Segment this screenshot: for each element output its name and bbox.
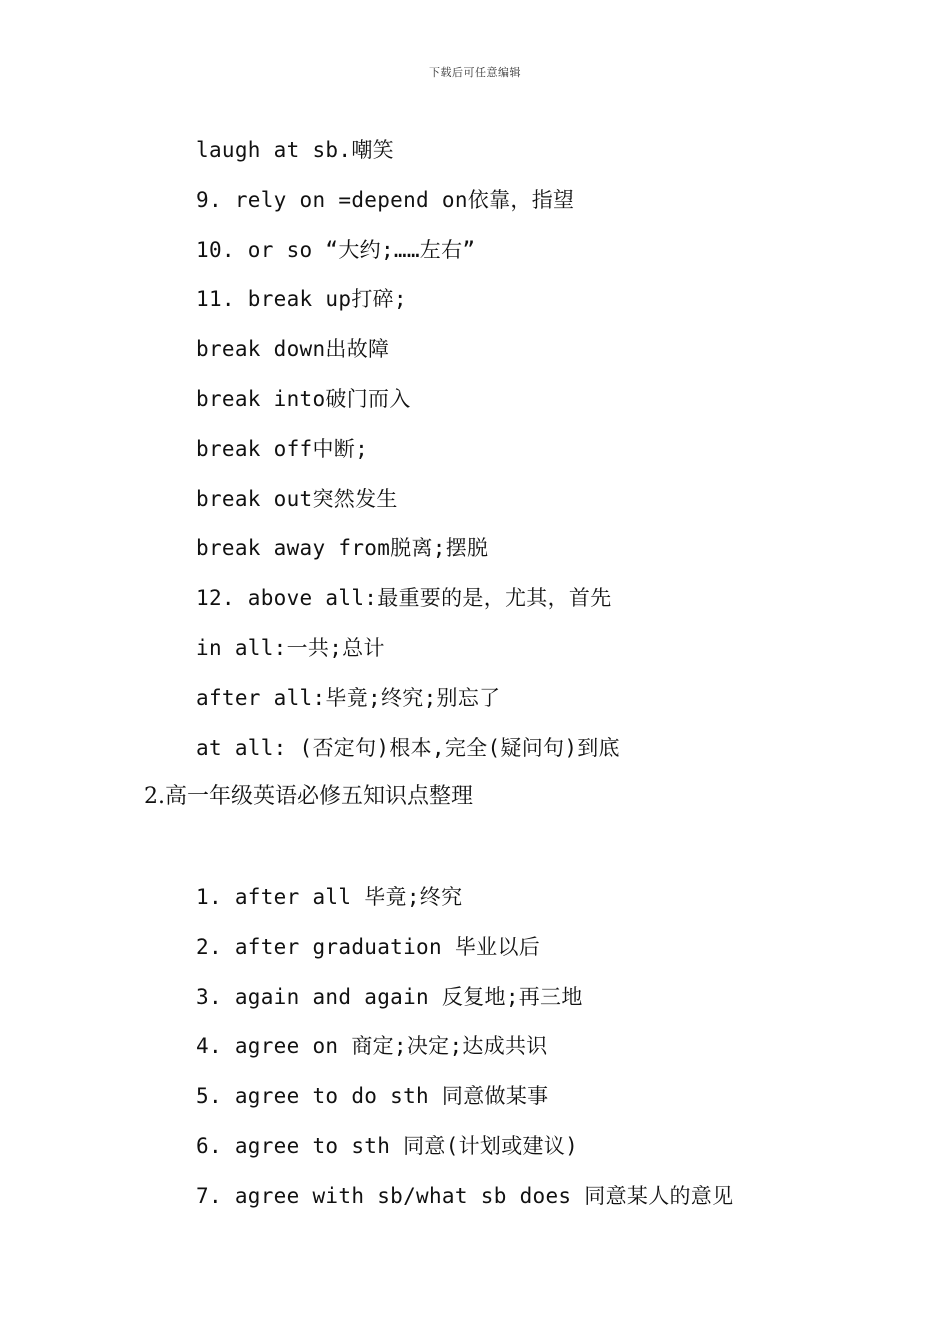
section-heading: 2.高一年级英语必修五知识点整理 — [144, 784, 473, 810]
text-line: break off中断; — [196, 436, 369, 461]
page-header: 下载后可任意编辑 — [429, 66, 521, 79]
text-line: 9. rely on =depend on依靠，指望 — [196, 187, 575, 212]
list-item: 3. again and again 反复地;再三地 — [196, 984, 583, 1009]
text-line: break down出故障 — [196, 337, 390, 362]
list-item: 7. agree with sb/what sb does 同意某人的意见 — [196, 1183, 734, 1208]
text-line: at all: (否定句)根本,完全(疑问句)到底 — [196, 735, 620, 760]
list-item: 1. after all 毕竟;终究 — [196, 884, 463, 909]
list-item: 5. agree to do sth 同意做某事 — [196, 1084, 549, 1109]
text-line: in all:一共;总计 — [196, 635, 385, 660]
text-line: break into破门而入 — [196, 386, 411, 411]
document-body — [0, 130, 950, 1226]
text-line: break away from脱离;摆脱 — [196, 536, 489, 561]
blank-line — [0, 827, 950, 877]
text-line: break out突然发生 — [196, 486, 398, 511]
text-line: laugh at sb.嘲笑 — [196, 138, 394, 162]
list-item: 2. after graduation 毕业以后 — [196, 934, 541, 959]
list-item: 6. agree to sth 同意(计划或建议) — [196, 1133, 579, 1158]
text-line: 12. above all:最重要的是，尤其，首先 — [196, 586, 612, 611]
list-item: 4. agree on 商定;决定;达成共识 — [196, 1034, 548, 1059]
text-line: 10. or so “大约;……左右” — [196, 237, 476, 262]
text-line: after all:毕竟;终究;别忘了 — [196, 685, 501, 710]
text-line: 11. break up打碎; — [196, 287, 407, 312]
